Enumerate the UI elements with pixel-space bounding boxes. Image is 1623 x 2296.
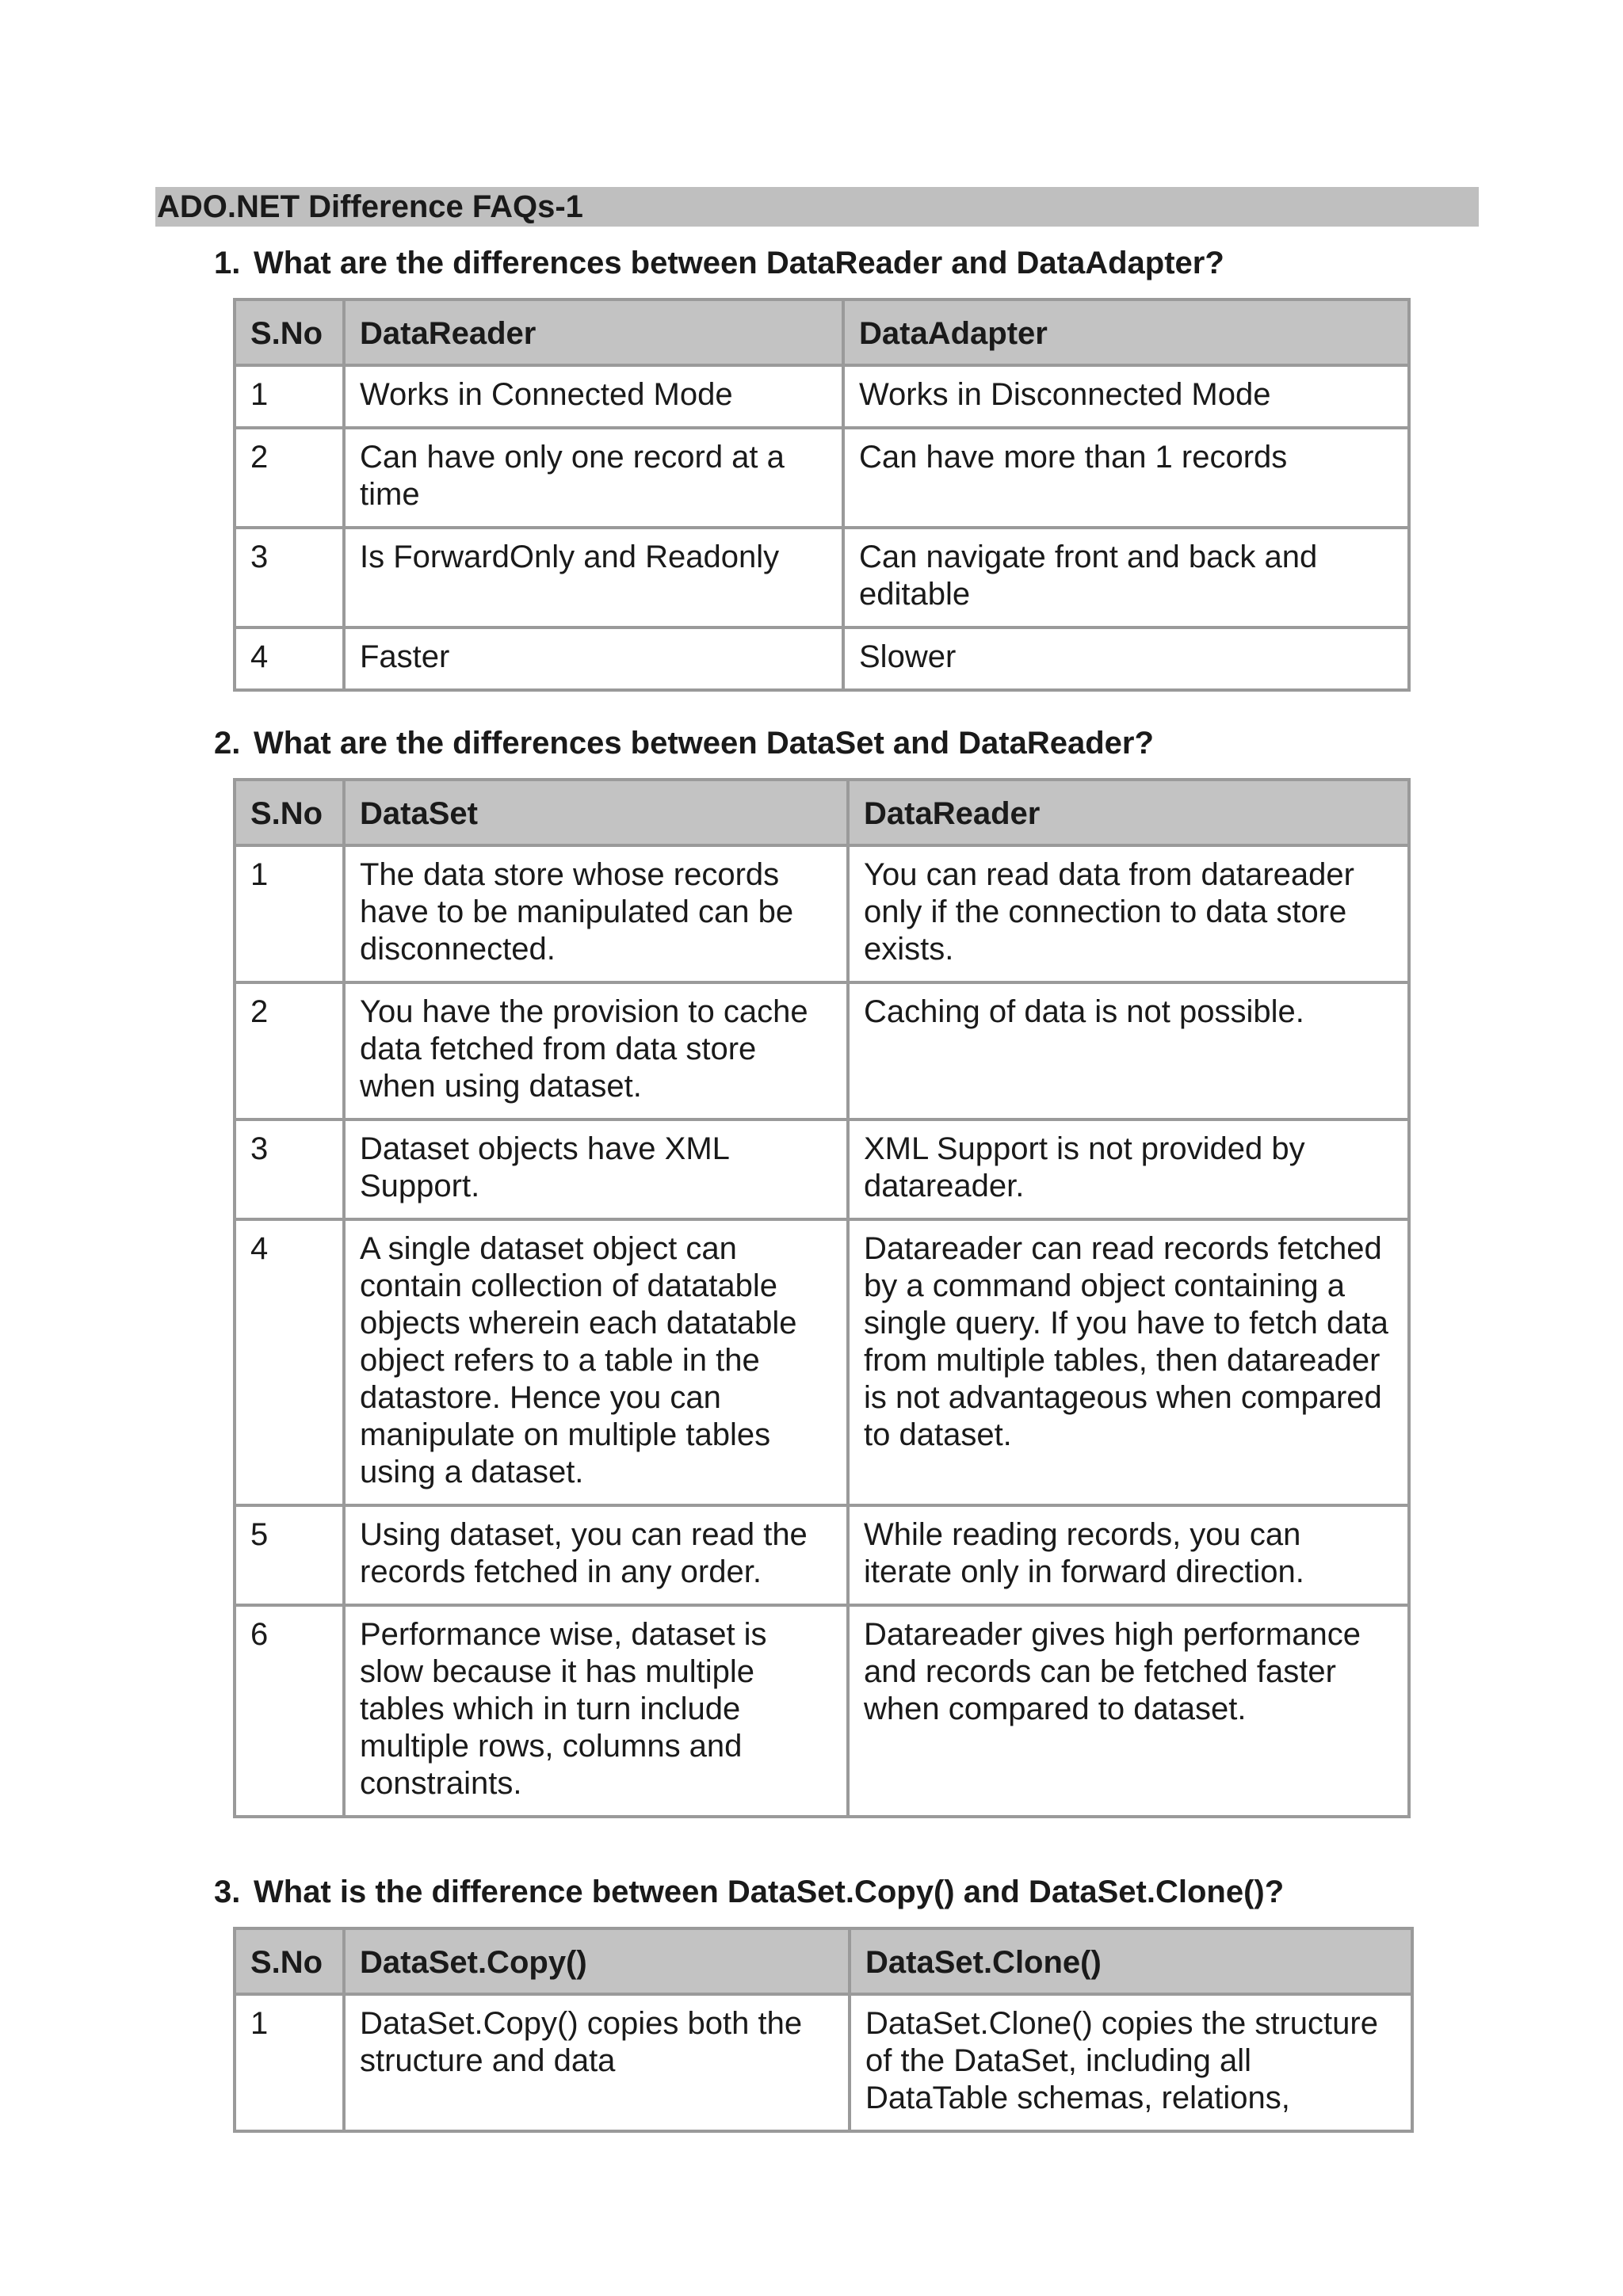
question-number: 1. bbox=[214, 246, 241, 280]
question-text: What are the differences between DataReader and DataAdapter? bbox=[254, 246, 1224, 280]
cell-datareader: Faster bbox=[344, 627, 843, 690]
cell-dataadapter: Can have more than 1 records bbox=[843, 428, 1409, 528]
question-text: What are the differences between DataSet and DataReader? bbox=[254, 726, 1154, 761]
table-row bbox=[235, 1219, 1409, 1505]
table-row bbox=[235, 1505, 1409, 1605]
question-text: What is the difference between DataSet.Copy() and DataSet.Clone()? bbox=[254, 1875, 1285, 1909]
cell-clone: DataSet.Clone() copies the structure of the DataSet, including all DataTable schemas, relations, bbox=[850, 1994, 1412, 2131]
cell-dataset: Dataset objects have XML Support. bbox=[344, 1119, 848, 1219]
table-row bbox=[235, 627, 1409, 690]
table-header-row bbox=[235, 780, 1409, 845]
page-title: ADO.NET Difference FAQs-1 bbox=[155, 187, 1479, 227]
table-datareader-vs-dataadapter bbox=[233, 298, 1411, 692]
cell-sno: 3 bbox=[235, 1119, 344, 1219]
cell-sno: 5 bbox=[235, 1505, 344, 1605]
header-sno: S.No bbox=[235, 780, 344, 845]
cell-sno: 1 bbox=[235, 1994, 344, 2131]
cell-dataset: You have the provision to cache data fetched from data store when using dataset. bbox=[344, 982, 848, 1119]
header-col-2: DataSet.Clone() bbox=[850, 1928, 1412, 1994]
cell-sno: 1 bbox=[235, 365, 344, 428]
cell-dataset: Using dataset, you can read the records fetched in any order. bbox=[344, 1505, 848, 1605]
cell-sno: 4 bbox=[235, 627, 344, 690]
question-number: 2. bbox=[214, 726, 241, 761]
header-col-1: DataSet bbox=[344, 780, 848, 845]
cell-copy: DataSet.Copy() copies both the structure and data bbox=[344, 1994, 850, 2131]
cell-sno: 3 bbox=[235, 528, 344, 627]
table-row bbox=[235, 845, 1409, 982]
header-sno: S.No bbox=[235, 1928, 344, 1994]
cell-sno: 2 bbox=[235, 428, 344, 528]
cell-datareader: Is ForwardOnly and Readonly bbox=[344, 528, 843, 627]
question-number: 3. bbox=[214, 1875, 241, 1909]
cell-datareader: Datareader gives high performance and records can be fetched faster when compared to dataset. bbox=[848, 1605, 1409, 1817]
question-1 bbox=[214, 244, 1224, 282]
cell-sno: 6 bbox=[235, 1605, 344, 1817]
table-copy-vs-clone bbox=[233, 1927, 1414, 2133]
header-col-2: DataAdapter bbox=[843, 299, 1409, 365]
table-row bbox=[235, 1605, 1409, 1817]
cell-datareader: You can read data from datareader only if the connection to data store exists. bbox=[848, 845, 1409, 982]
table-row bbox=[235, 428, 1409, 528]
header-col-1: DataSet.Copy() bbox=[344, 1928, 850, 1994]
table-row bbox=[235, 1994, 1412, 2131]
cell-dataadapter: Can navigate front and back and editable bbox=[843, 528, 1409, 627]
cell-sno: 1 bbox=[235, 845, 344, 982]
cell-dataadapter: Slower bbox=[843, 627, 1409, 690]
cell-dataset: The data store whose records have to be manipulated can be disconnected. bbox=[344, 845, 848, 982]
cell-dataset: A single dataset object can contain collection of datatable objects wherein each datatable object refers to a table in the datastore. Hence you can manipulate on multiple tables using a dataset. bbox=[344, 1219, 848, 1505]
cell-datareader: Datareader can read records fetched by a command object containing a single query. If you have to fetch data from multiple tables, then datareader is not advantageous when compared to dataset. bbox=[848, 1219, 1409, 1505]
cell-dataadapter: Works in Disconnected Mode bbox=[843, 365, 1409, 428]
question-3 bbox=[214, 1873, 1284, 1911]
table-header-row bbox=[235, 299, 1409, 365]
table-row bbox=[235, 982, 1409, 1119]
cell-sno: 2 bbox=[235, 982, 344, 1119]
cell-sno: 4 bbox=[235, 1219, 344, 1505]
cell-datareader: Caching of data is not possible. bbox=[848, 982, 1409, 1119]
table-row bbox=[235, 365, 1409, 428]
cell-datareader: XML Support is not provided by datareader. bbox=[848, 1119, 1409, 1219]
table-dataset-vs-datareader bbox=[233, 778, 1411, 1818]
header-sno: S.No bbox=[235, 299, 344, 365]
table-header-row bbox=[235, 1928, 1412, 1994]
cell-datareader: Can have only one record at a time bbox=[344, 428, 843, 528]
cell-dataset: Performance wise, dataset is slow because it has multiple tables which in turn include multiple rows, columns and constraints. bbox=[344, 1605, 848, 1817]
header-col-1: DataReader bbox=[344, 299, 843, 365]
question-2 bbox=[214, 724, 1154, 762]
table-row bbox=[235, 1119, 1409, 1219]
header-col-2: DataReader bbox=[848, 780, 1409, 845]
cell-datareader: Works in Connected Mode bbox=[344, 365, 843, 428]
cell-datareader: While reading records, you can iterate only in forward direction. bbox=[848, 1505, 1409, 1605]
table-row bbox=[235, 528, 1409, 627]
